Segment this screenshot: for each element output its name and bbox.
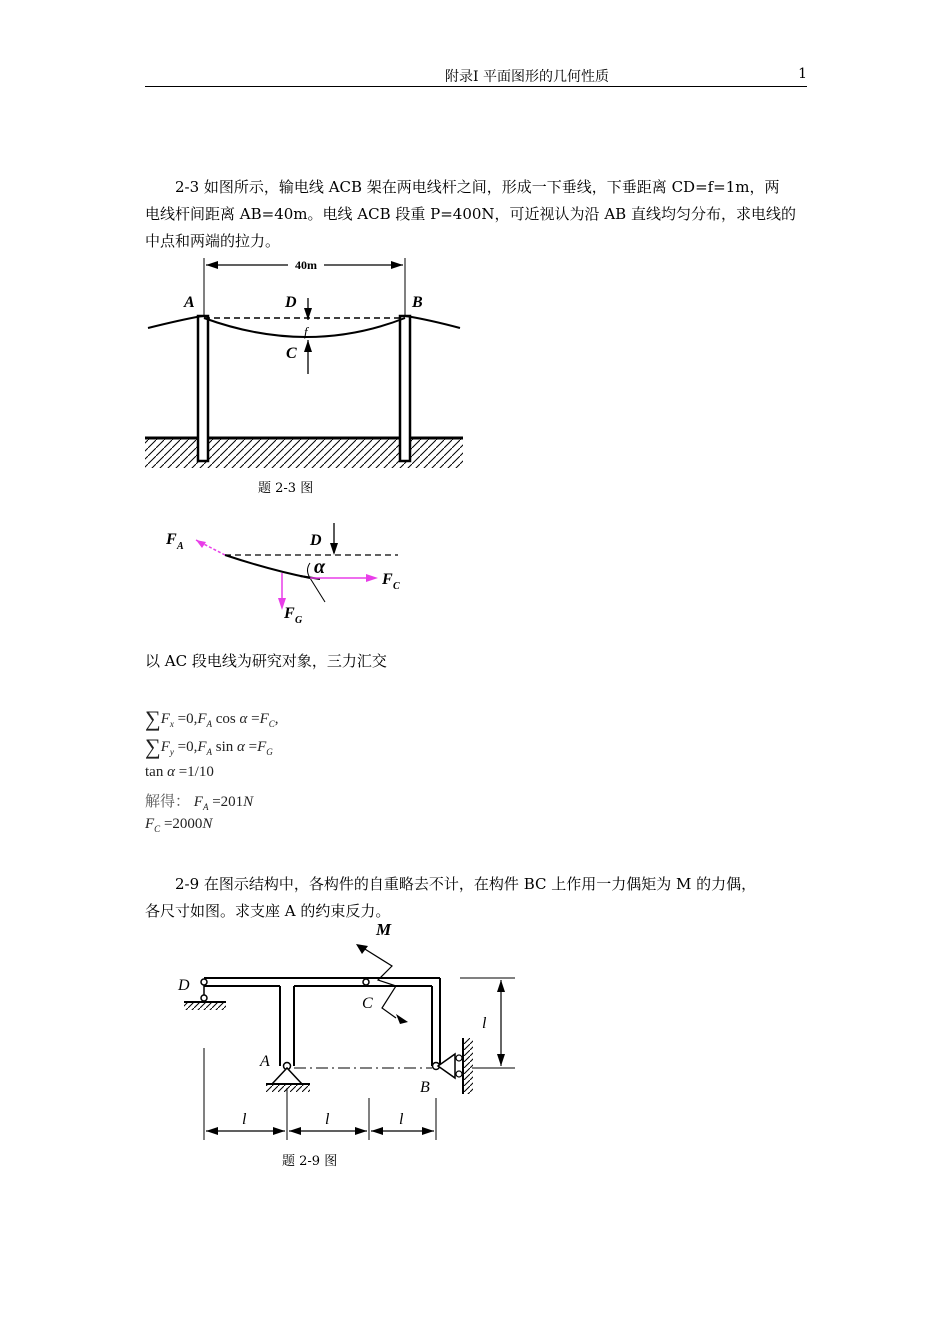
equation-sum-fx: [145, 706, 279, 732]
problem-2-9-line-1: 2-9 在图示结构中，各构件的自重略去不计，在构件 BC 上作用一力偶矩为 M 的力偶，: [175, 875, 757, 893]
eq1-eq: =: [251, 711, 260, 727]
label-C: C: [286, 345, 297, 362]
eq2-alpha: α: [237, 739, 245, 755]
fig29-label-D: D: [178, 977, 190, 994]
fb-label-FG: F: [284, 605, 295, 622]
caption-2-9: 题 2-9 图: [282, 1154, 338, 1169]
dim-label-40m: 40m: [295, 258, 317, 272]
equation-sum-fy: [145, 734, 273, 760]
figure-2-3-free-body: [160, 518, 420, 628]
eq5-F: F: [145, 816, 155, 832]
page-header: [145, 66, 807, 87]
eq2-sub: y: [169, 747, 174, 757]
problem-2-9-line-2: 各尺寸如图。求支座 A 的约束反力。: [145, 902, 391, 920]
eq5-unit: N: [202, 816, 213, 832]
fb-label-alpha: α: [314, 556, 326, 578]
fb-sub-FG: G: [295, 615, 303, 626]
eq5-val: =2000: [163, 816, 203, 832]
eq4-sub: A: [202, 802, 209, 812]
fb-label-FC: F: [382, 571, 393, 588]
eq2-rest: =0,: [177, 739, 198, 755]
eq2-FG: F: [257, 739, 267, 755]
eq1-FC-sub: C: [268, 719, 275, 729]
eq1-FA: F: [197, 711, 207, 727]
label-B: B: [412, 294, 423, 311]
eq4-unit: N: [243, 794, 254, 810]
fb-sub-FA: A: [177, 541, 184, 552]
eq1-FA-sub: A: [206, 719, 212, 729]
label-D: D: [285, 294, 297, 311]
label-f: f: [304, 324, 308, 339]
eq1-alpha: α: [239, 711, 248, 727]
caption-2-3: 题 2-3 图: [258, 481, 314, 496]
eq1-trig: cos: [215, 711, 236, 727]
eq2-FG-sub: G: [266, 747, 273, 757]
equation-tan: [145, 764, 214, 781]
equation-solution-fa: [145, 790, 253, 814]
problem-2-3-line-2: 电线杆间距离 AB=40m。电线 ACB 段重 P=400N，可近视认为沿 AB 直线均匀分布，求电线的: [145, 205, 796, 223]
eq4-label: 解得：: [145, 794, 191, 810]
eq3-alpha: α: [167, 764, 175, 780]
fig29-label-A: A: [260, 1053, 270, 1070]
eq1-end: ,: [274, 711, 279, 727]
fig29-dim-l2: l: [325, 1111, 330, 1128]
eq2-FA-sub: A: [206, 747, 212, 757]
eq3-trig: tan: [145, 764, 164, 780]
eq2-F: F: [160, 739, 170, 755]
eq5-sub: C: [154, 824, 161, 834]
fig29-dim-l3: l: [399, 1111, 404, 1128]
problem-2-9-text: [145, 871, 807, 925]
label-A: A: [184, 294, 195, 311]
problem-2-3-line-3: 中点和两端的拉力。: [145, 232, 281, 250]
fig29-label-M: M: [376, 920, 392, 939]
eq2-trig: sin: [215, 739, 234, 755]
eq4-val: =201: [212, 794, 244, 810]
eq2-FA: F: [197, 739, 207, 755]
header-title: 附录Ⅰ 平面图形的几何性质: [445, 69, 609, 85]
fig29-dim-l1: l: [242, 1111, 247, 1128]
eq1-F: F: [160, 711, 170, 727]
fig29-label-B: B: [420, 1079, 430, 1096]
eq2-eq: =: [248, 739, 258, 755]
eq2-sum: ∑: [145, 734, 161, 759]
fb-label-FA: F: [166, 531, 177, 548]
problem-2-3-text: [145, 174, 807, 255]
figure-2-9: [170, 918, 530, 1148]
page-number: 1: [798, 66, 807, 82]
fb-label-D: D: [310, 532, 322, 549]
analysis-text: 以 AC 段电线为研究对象，三力汇交: [145, 652, 387, 670]
eq3-val: =1/10: [178, 764, 214, 780]
eq1-sub: x: [169, 719, 174, 729]
figure-2-3: [140, 248, 470, 473]
fig29-dim-lv: l: [482, 1015, 487, 1032]
eq1-rest: =0,: [177, 711, 198, 727]
eq4-F: F: [193, 794, 203, 810]
fig29-label-C: C: [362, 995, 373, 1012]
eq1-sum: ∑: [145, 706, 161, 731]
equation-solution-fc: [145, 816, 212, 836]
problem-2-3-line-1: 2-3 如图所示，输电线 ACB 架在两电线杆之间，形成一下垂线，下垂距离 CD=f=1m，两: [175, 178, 780, 196]
fb-sub-FC: C: [393, 581, 400, 592]
eq1-FC: F: [259, 711, 269, 727]
